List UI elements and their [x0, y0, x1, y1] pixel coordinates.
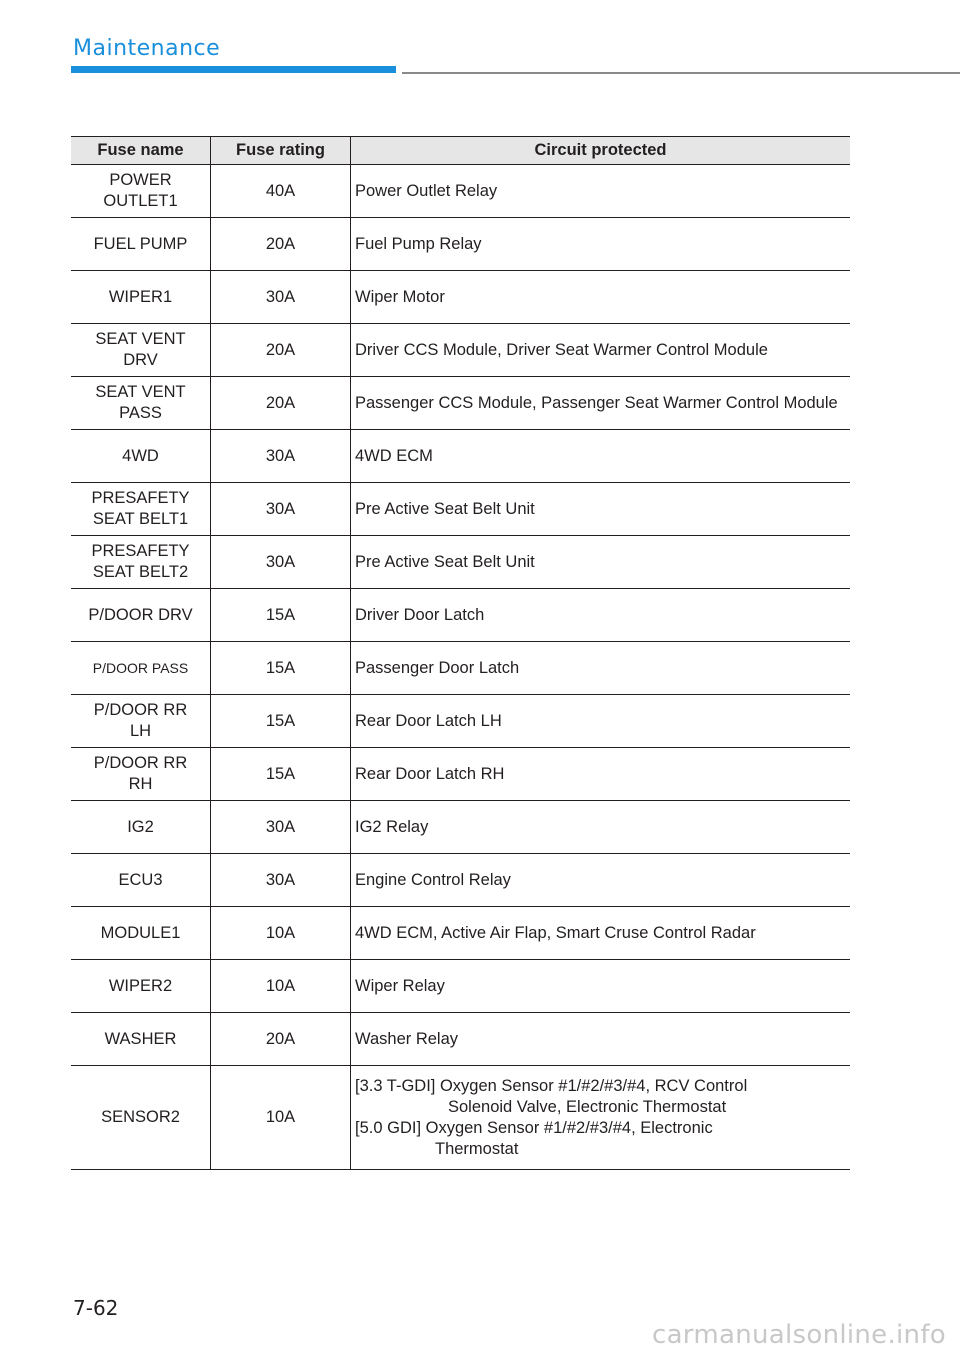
fuse-rating: 15A [211, 589, 351, 642]
fuse-name: WASHER [104, 1029, 177, 1048]
fuse-name: PRESAFETY SEAT BELT2 [91, 542, 190, 581]
fuse-rating: 10A [211, 907, 351, 960]
circuit-protected: Fuel Pump Relay [351, 218, 851, 271]
circuit-protected: Driver Door Latch [351, 589, 851, 642]
circuit-protected: Engine Control Relay [351, 854, 851, 907]
fuse-name: SEAT VENT DRV [95, 330, 186, 369]
fuse-name: P/DOOR RR LH [93, 701, 188, 740]
table-row [71, 748, 850, 801]
table-row [71, 324, 850, 377]
fuse-name: IG2 [127, 817, 154, 836]
table-row [71, 1066, 850, 1170]
circuit-line: Solenoid Valve, Electronic Thermostat [448, 1097, 727, 1116]
fuse-name: WIPER1 [108, 287, 173, 306]
fuse-rating: 20A [211, 377, 351, 430]
table-row [71, 589, 850, 642]
fuse-name: P/DOOR DRV [88, 605, 193, 624]
circuit-protected: 4WD ECM, Active Air Flap, Smart Cruse Control Radar [351, 907, 851, 960]
table-row [71, 377, 850, 430]
col-header-circuit: Circuit protected [351, 137, 851, 165]
table-row [71, 695, 850, 748]
section-title: Maintenance [73, 36, 221, 61]
fuse-rating: 15A [211, 748, 351, 801]
fuse-rating: 30A [211, 536, 351, 589]
circuit-protected: Power Outlet Relay [351, 165, 851, 218]
fuse-rating: 30A [211, 801, 351, 854]
fuse-name: MODULE1 [100, 923, 181, 942]
col-header-fuse-rating: Fuse rating [211, 137, 351, 165]
header-divider-rule [402, 72, 960, 74]
fuse-rating: 30A [211, 430, 351, 483]
table-row [71, 483, 850, 536]
fuse-rating: 30A [211, 271, 351, 324]
table-row [71, 1013, 850, 1066]
fuse-name: PRESAFETY SEAT BELT1 [91, 489, 190, 528]
fuse-rating: 30A [211, 483, 351, 536]
page-number: 7-62 [73, 1296, 119, 1320]
circuit-protected: IG2 Relay [351, 801, 851, 854]
circuit-line: [3.3 T-GDI] Oxygen Sensor #1/#2/#3/#4, RCV Control [355, 1076, 748, 1095]
table-row [71, 271, 850, 324]
fuse-name: 4WD [122, 446, 159, 465]
table-row [71, 960, 850, 1013]
circuit-protected: Rear Door Latch RH [351, 748, 851, 801]
fuse-rating: 15A [211, 642, 351, 695]
fuse-name: ECU3 [118, 870, 163, 889]
table-row [71, 430, 850, 483]
fuse-rating: 20A [211, 1013, 351, 1066]
fuse-name: P/DOOR PASS [92, 659, 189, 676]
circuit-line: Thermostat [435, 1139, 519, 1158]
circuit-protected: Washer Relay [351, 1013, 851, 1066]
fuse-rating: 20A [211, 218, 351, 271]
fuse-name: POWER OUTLET1 [103, 171, 178, 210]
fuse-rating: 10A [211, 1066, 351, 1170]
circuit-protected: Pre Active Seat Belt Unit [351, 483, 851, 536]
watermark: carmanualsonline.info [651, 1320, 946, 1350]
table-row [71, 642, 850, 695]
fuse-name: WIPER2 [108, 976, 173, 995]
table-row [71, 536, 850, 589]
circuit-protected: Rear Door Latch LH [351, 695, 851, 748]
circuit-line: [5.0 GDI] Oxygen Sensor #1/#2/#3/#4, Electronic [355, 1118, 713, 1137]
col-header-fuse-name: Fuse name [71, 137, 211, 165]
fuse-rating: 10A [211, 960, 351, 1013]
fuse-name: SEAT VENT PASS [95, 383, 186, 422]
fuse-table [71, 136, 850, 1170]
table-row [71, 218, 850, 271]
circuit-protected: Passenger CCS Module, Passenger Seat Warmer Control Module [351, 377, 851, 430]
table-row [71, 165, 850, 218]
fuse-rating: 15A [211, 695, 351, 748]
circuit-protected: Wiper Motor [351, 271, 851, 324]
circuit-protected: Pre Active Seat Belt Unit [351, 536, 851, 589]
table-row [71, 907, 850, 960]
table-header-row [71, 137, 850, 165]
fuse-name: FUEL PUMP [93, 234, 188, 253]
circuit-protected [351, 1066, 851, 1170]
fuse-name: P/DOOR RR RH [93, 754, 188, 793]
circuit-protected: 4WD ECM [351, 430, 851, 483]
circuit-protected: Driver CCS Module, Driver Seat Warmer Control Module [351, 324, 851, 377]
circuit-protected: Passenger Door Latch [351, 642, 851, 695]
table-row [71, 854, 850, 907]
fuse-rating: 20A [211, 324, 351, 377]
header-accent-rule [71, 66, 396, 73]
table-row [71, 801, 850, 854]
fuse-name: SENSOR2 [101, 1108, 180, 1126]
fuse-rating: 40A [211, 165, 351, 218]
circuit-protected: Wiper Relay [351, 960, 851, 1013]
fuse-rating: 30A [211, 854, 351, 907]
